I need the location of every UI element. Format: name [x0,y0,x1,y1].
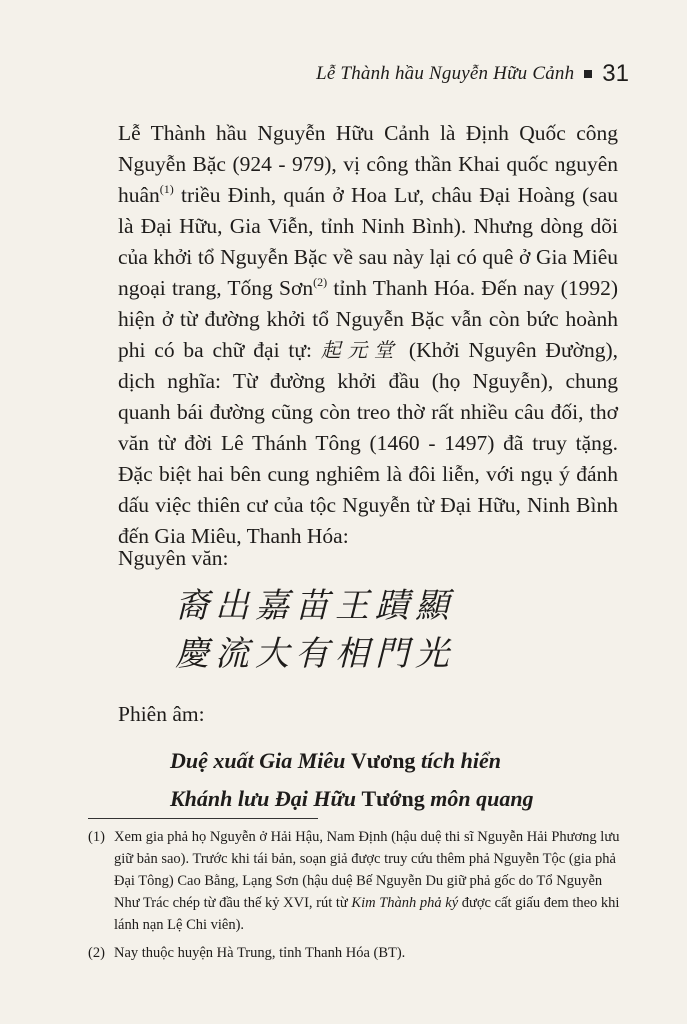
footnote-text-italic: Kim Thành phả ký [351,895,459,911]
transliterated-couplet [170,742,534,818]
body-text-part: Lễ Thành hầu Nguyễn Hữu Cảnh là Định Quốc công Nguyễn Bặc (924 - 979), vị công thần Khai quốc nguyên huân [118,121,618,207]
footnote-text: Nay thuộc huyện Hà Trung, tỉnh Thanh Hóa (BT). [114,945,406,961]
footnote-ref: (1) [159,182,174,196]
footnote-ref: (2) [313,275,328,289]
original-text-label: Nguyên văn: [118,546,229,570]
han-inline-characters: 起元堂 [320,338,401,362]
footnote [88,826,628,936]
footnote-text-part: Xem gia phả họ Nguyễn ở Hải Hậu, Nam Định (hậu duệ thi sĩ Nguyễn Hải Phương lưu giữ bản sao). Trước khi tái bản, soạn giả được truy cứu thêm phả Nguyễn Tộc (gia phả Đại Tông) Cao Bằng, Lạng Sơn (hậu duệ Bế Nguyễn Du giữ phả gốc do Tổ Nguyễn Như Trác chép từ đầu thế kỷ XVI, rút từ [114,829,620,911]
han-couplet-line: 慶流大有相門光 [175,634,455,674]
transliteration-label: Phiên âm: [118,702,205,726]
body-paragraph [118,118,618,552]
footnote-text [114,826,628,936]
footnotes [88,826,628,970]
footnote-number: (2) [88,945,105,961]
page-number: 31 [602,60,629,87]
body-text-part: tỉnh Thanh Hóa. Đến nay (1992) hiện ở từ đường khởi tổ Nguyễn Bặc vẫn còn bức hoành phi có ba chữ đại tự: [118,276,618,362]
running-head [316,60,629,88]
running-title: Lễ Thành hầu Nguyễn Hữu Cảnh [316,63,575,84]
body-text-part: triều Đinh, quán ở Hoa Lư, châu Đại Hoàng (sau là Đại Hữu, Gia Viễn, tỉnh Ninh Bình). Nhưng dòng dõi của khởi tổ Nguyễn Bặc về sau này lại có quê ở Gia Miêu ngoại trang, Tống Sơn [118,183,618,300]
couplet-text: môn quang [424,786,534,811]
han-couplet [175,582,495,678]
couplet-text: tích hiển [415,748,502,773]
couplet-text: Tướng [361,786,425,811]
footnote-number: (1) [88,829,105,845]
footnote-text-part: được cất giấu đem theo khi lánh nạn Lệ Chi viên). [114,895,620,933]
couplet-text: Khánh lưu Đại Hữu [170,786,362,811]
couplet-text: Duệ xuất Gia Miêu [170,748,351,773]
footnote [88,942,628,964]
square-bullet-icon [584,70,592,78]
couplet-text: Vương [350,748,416,773]
couplet-line [170,780,534,818]
han-couplet-line: 裔出嘉苗王蹟顯 [175,586,455,626]
footnote-divider [88,818,318,819]
body-text-part: (Khởi Nguyên Đường), dịch nghĩa: Từ đường khởi đầu (họ Nguyễn), chung quanh bái đường cũng còn treo thờ rất nhiều câu đối, thơ văn từ đời Lê Thánh Tông (1460 - 1497) đã truy tặng. Đặc biệt hai bên cung nghiêm là đôi liễn, với ngụ ý đánh dấu việc thiên cư của tộc Nguyễn từ Đại Hữu, Ninh Bình đến Gia Miêu, Thanh Hóa: [118,338,618,548]
couplet-line [170,742,534,780]
